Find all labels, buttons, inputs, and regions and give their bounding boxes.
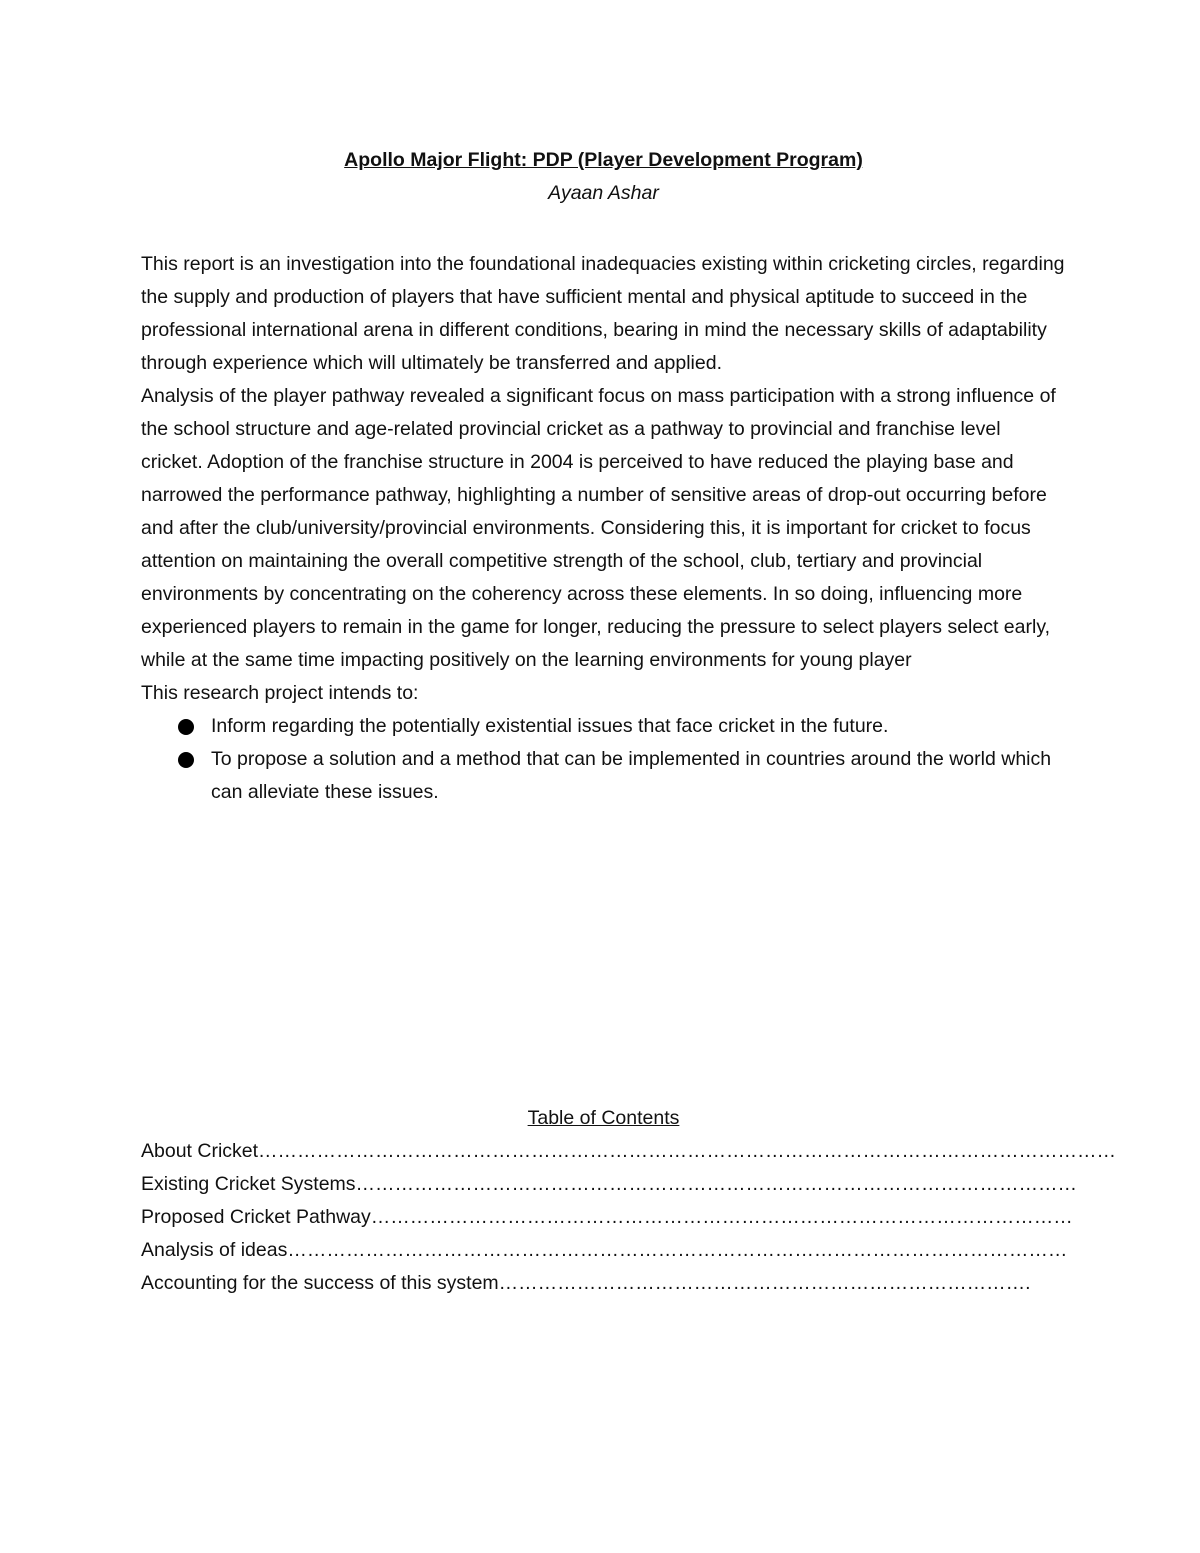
bullet-item (141, 710, 1066, 743)
document-body (141, 144, 1066, 809)
toc-entry: Analysis of ideas………………………………………………………………………………………………………… (141, 1239, 1068, 1261)
toc-entry: Accounting for the success of this system………………………………………………………………………. (141, 1272, 1031, 1294)
bullet-icon (178, 752, 194, 768)
intro-paragraph: This report is an investigation into the foundational inadequacies existing within cricketing circles, regarding the supply and production of players that have sufficient mental and physical aptitude to succeed in the professional international arena in different conditions, bearing in mind the necessary skills of adaptability through experience which will ultimately be transferred and applied. (141, 253, 1065, 374)
intent-bullet-list (141, 710, 1066, 809)
table-of-contents (141, 1102, 1117, 1300)
bullet-text: To propose a solution and a method that can be implemented in countries around the world which can alleviate these issues. (211, 748, 1052, 803)
toc-entry: About Cricket…………………………………………………………………………………………………………………… (141, 1140, 1117, 1162)
toc-title: Table of Contents (527, 1107, 680, 1129)
bullet-item (141, 743, 1066, 809)
intent-paragraph: This research project intends to: (141, 682, 419, 704)
document-author: Ayaan Ashar (548, 182, 659, 204)
bullet-text: Inform regarding the potentially existential issues that face cricket in the future. (211, 715, 889, 737)
analysis-paragraph: Analysis of the player pathway revealed a significant focus on mass participation with a strong influence of the school structure and age-related provincial cricket as a pathway to provincial and franchise level cricket. Adoption of the franchise structure in 2004 is perceived to have reduced the playing base and narrowed the performance pathway, highlighting a number of sensitive areas of drop-out occurring before and after the club/university/provincial environments. Considering this, it is important for cricket to focus attention on maintaining the overall competitive strength of the school, club, tertiary and provincial environments by concentrating on the coherency across these elements. In so doing, influencing more experienced players to remain in the game for longer, reducing the pressure to select players select early, while at the same time impacting positively on the learning environments for young player (141, 385, 1056, 671)
toc-entry: Existing Cricket Systems………………………………………………………………………………………………… (141, 1173, 1078, 1195)
spacer (141, 210, 1066, 248)
document-title: Apollo Major Flight: PDP (Player Development Program) (344, 149, 863, 171)
toc-entry: Proposed Cricket Pathway……………………………………………………………………………………………… (141, 1206, 1073, 1228)
bullet-icon (178, 719, 194, 735)
